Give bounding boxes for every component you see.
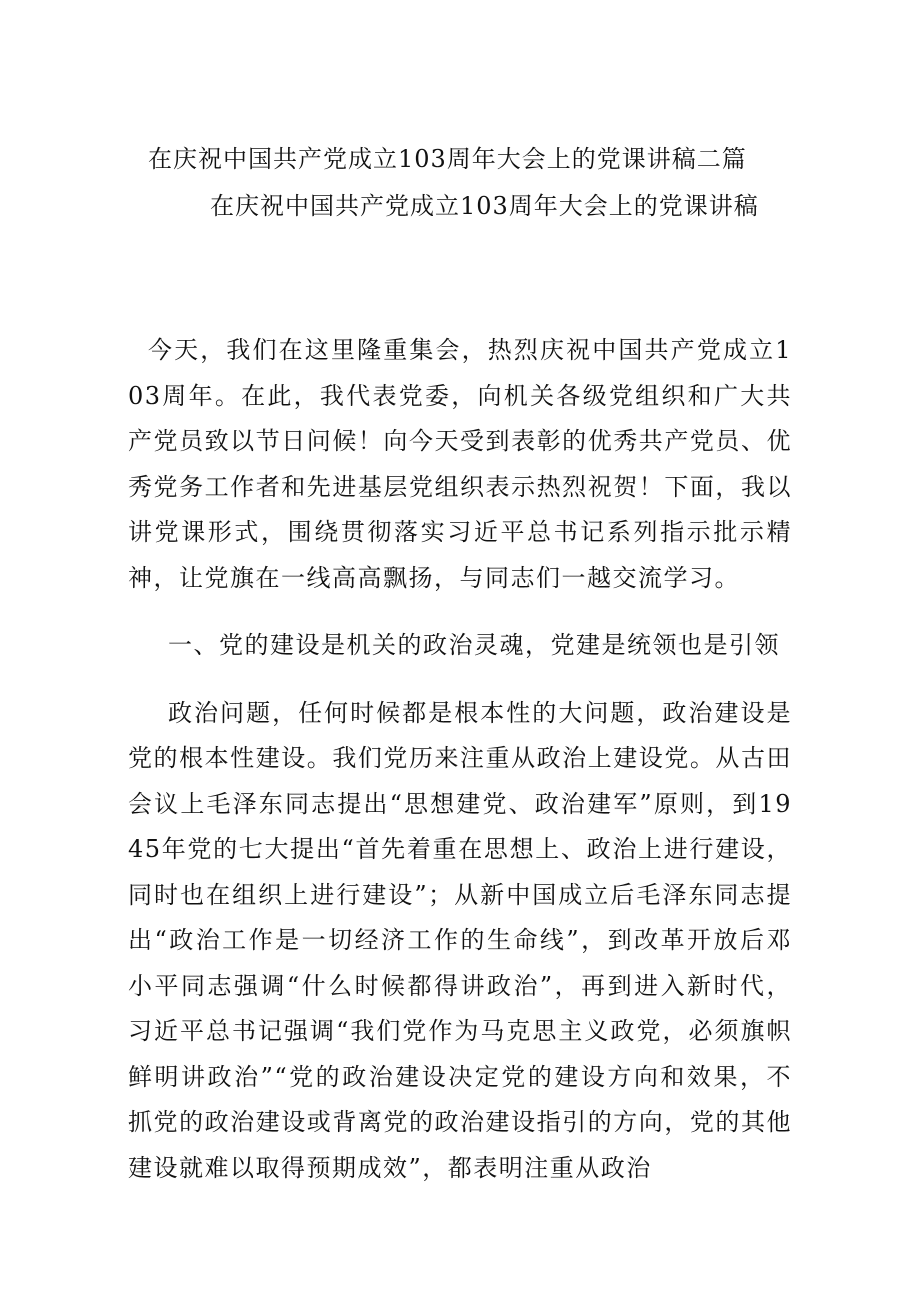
document-title: 在庆祝中国共产党成立103周年大会上的党课讲稿二篇 (148, 145, 747, 173)
section-heading-1: 一、党的建设是机关的政治灵魂，党建是统领也是引领 (168, 631, 780, 659)
document-body (128, 328, 792, 1191)
body-paragraph: 政治问题，任何时候都是根本性的大问题，政治建设是党的根本性建设。我们党历来注重从政治上建设党。从古田会议上毛泽东同志提出“思想建党、政治建军”原则，到1945年党的七大提出“首先着重在思想上、政治上进行建设，同时也在组织上进行建设”；从新中国成立后毛泽东同志提出“政治工作是一切经济工作的生命线”，到改革开放后邓小平同志强调“什么时候都得讲政治”，再到进入新时代，习近平总书记强调“我们党作为马克思主义政党，必须旗帜鲜明讲政治”“党的政治建设决定党的建设方向和效果，不抓党的政治建设或背离党的政治建设指引的方向，党的其他建设就难以取得预期成效”，都表明注重从政治 (128, 698, 792, 1182)
document-subtitle: 在庆祝中国共产党成立103周年大会上的党课讲稿 (210, 192, 759, 220)
opening-paragraph: 今天，我们在这里隆重集会，热烈庆祝中国共产党成立103周年。在此，我代表党委，向机关各级党组织和广大共产党员致以节日问候！向今天受到表彰的优秀共产党员、优秀党务工作者和先进基层党组织表示热烈祝贺！下面，我以讲党课形式，围绕贯彻落实习近平总书记系列指示批示精神，让党旗在一线高高飘扬，与同志们一越交流学习。 (128, 336, 792, 592)
